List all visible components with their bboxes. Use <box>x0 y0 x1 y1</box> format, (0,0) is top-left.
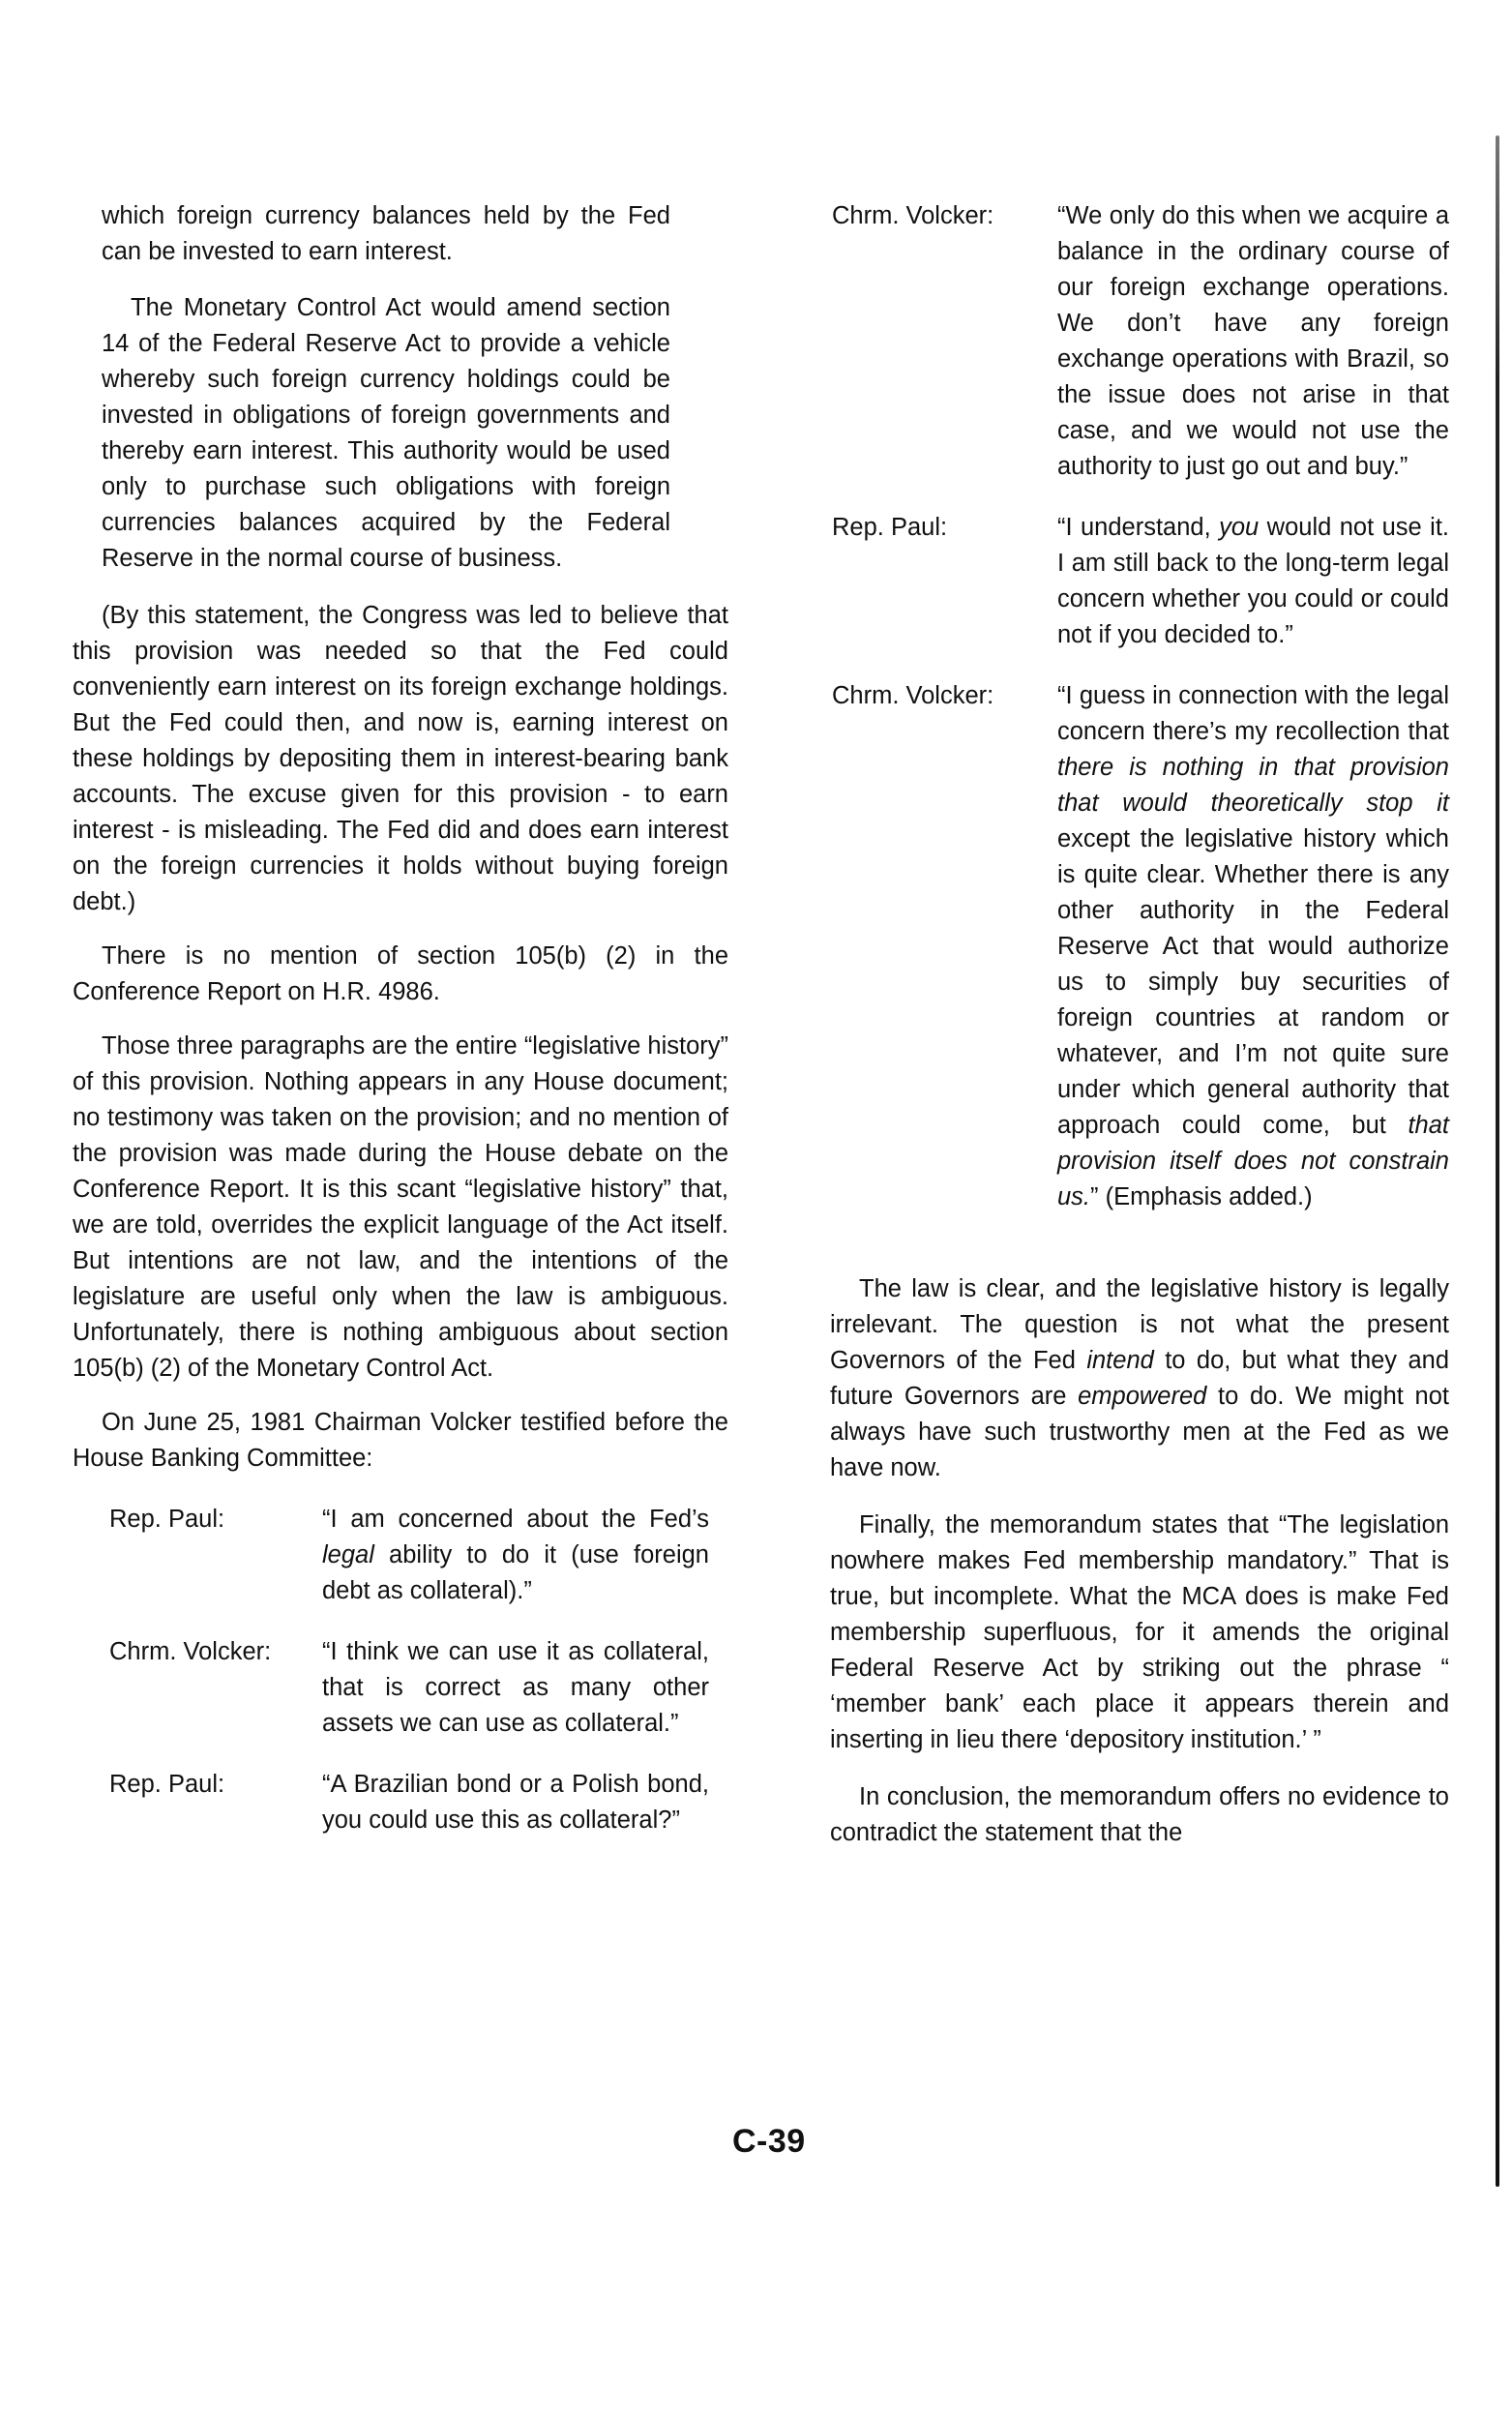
paragraph-conclusion: In conclusion, the memorandum offers no evidence to contradict the statement that the <box>830 1783 1449 1846</box>
scan-edge-line <box>1496 135 1499 2187</box>
emphasis: legal <box>322 1541 374 1568</box>
emphasis: intend <box>1086 1347 1154 1374</box>
left-column <box>73 198 728 1838</box>
speaker-label: Rep. Paul: <box>832 514 948 541</box>
page-number: C-39 <box>732 2123 806 2160</box>
paragraph-continuation: which foreign currency balances held by the Fed can be invested to earn interest. <box>102 202 670 265</box>
quoted-senate-report: The Monetary Control Act would amend section 14 of the Federal Reserve Act to provide a vehicle whereby such foreign currency holdings could be invested in obligations of foreign governments and thereby earn interest. This authority would be used only to purchase such obligations with foreign currencies balances acquired by the Federal Reserve in the normal course of business. <box>102 294 670 572</box>
dialogue-entry <box>109 1634 728 1742</box>
speaker-label: Chrm. Volcker: <box>832 682 994 709</box>
dialogue-entry <box>832 198 1449 485</box>
speech-text: “I guess in connection with the legal concern there’s my recollection that there is nothing in that provision that would theoretically stop it except the legislative history which is quite clear. Whether there is any other authority in the Federal Reserve Act that would authorize us to simply buy securities of foreign countries at random or whatever, and I’m not quite sure under which general authority that approach could come, but that provision itself does not constrain us.” (Emphasis added.) <box>1057 682 1449 1210</box>
paragraph-legislative-history: Those three paragraphs are the entire “legislative history” of this provision. Nothing appears in any House document; no testimony was taken on the provision; and no mention of the provision was made during the House debate on the Conference Report. It is this scant “legislative history” that, we are told, overrides the explicit language of the Act itself. But intentions are not law, and the intentions of the legislature are useful only when the law is ambiguous. Unfortunately, there is nothing ambiguous about section 105(b) (2) of the Monetary Control Act. <box>73 1032 728 1382</box>
paragraph-membership: Finally, the memorandum states that “The legislation nowhere makes Fed membership mandatory.” That is true, but incomplete. What the MCA does is make Fed membership superfluous, for it amends the original Federal Reserve Act by striking out the phrase “ ‘member bank’ each place it appears therein and inserting in lieu there ‘depository institution.’ ” <box>830 1511 1449 1753</box>
speech-text: “A Brazilian bond or a Polish bond, you could use this as collateral?” <box>322 1771 709 1834</box>
dialogue-entry <box>109 1767 728 1838</box>
emphasis: you <box>1219 514 1260 541</box>
speaker-label: Chrm. Volcker: <box>832 202 994 229</box>
paragraph-law-is-clear: The law is clear, and the legislative history is legally irrelevant. The question is not what the present Governors of the Fed intend to do, but what they and future Governors are empowered to do. We might not always have such trustworthy men at the Fed as we have now. <box>830 1275 1450 1481</box>
paragraph-testimony-intro: On June 25, 1981 Chairman Volcker testified before the House Banking Committee: <box>73 1409 728 1472</box>
speaker-label: Rep. Paul: <box>109 1506 225 1533</box>
speech-text: “I understand, you would not use it. I am still back to the long-term legal concern whether you could or could not if you decided to.” <box>1057 514 1449 648</box>
emphasis: there is nothing in that provision that would theoretically stop it <box>1057 754 1449 817</box>
speech-text: “I think we can use it as collateral, that is correct as many other assets we can use as collateral.” <box>322 1638 709 1737</box>
right-column <box>830 198 1449 1851</box>
speech-text: “I am concerned about the Fed’s legal ability to do it (use foreign debt as collateral).” <box>322 1506 709 1604</box>
paragraph-parenthetical: (By this statement, the Congress was led to believe that this provision was needed so that the Fed could conveniently earn interest on its foreign exchange holdings. But the Fed could then, and now is, earning interest on these holdings by depositing them in interest-bearing bank accounts. The excuse given for this provision - to earn interest - is misleading. The Fed did and does earn interest on the foreign currencies it holds without buying foreign debt.) <box>73 602 728 915</box>
dialogue-entry <box>832 510 1449 653</box>
emphasis: that provision itself does not constrain us. <box>1057 1112 1449 1210</box>
paragraph-conference-report: There is no mention of section 105(b) (2) in the Conference Report on H.R. 4986. <box>73 942 728 1005</box>
emphasis: empowered <box>1078 1383 1207 1410</box>
speaker-label: Chrm. Volcker: <box>109 1638 272 1665</box>
dialogue-entry <box>832 678 1449 1215</box>
speech-text: “We only do this when we acquire a balance in the ordinary course of our foreign exchange operations. We don’t have any foreign exchange operations with Brazil, so the issue does not arise in that case, and we would not use the authority to just go out and buy.” <box>1057 202 1449 480</box>
dialogue-entry <box>109 1502 728 1609</box>
speaker-label: Rep. Paul: <box>109 1771 225 1798</box>
